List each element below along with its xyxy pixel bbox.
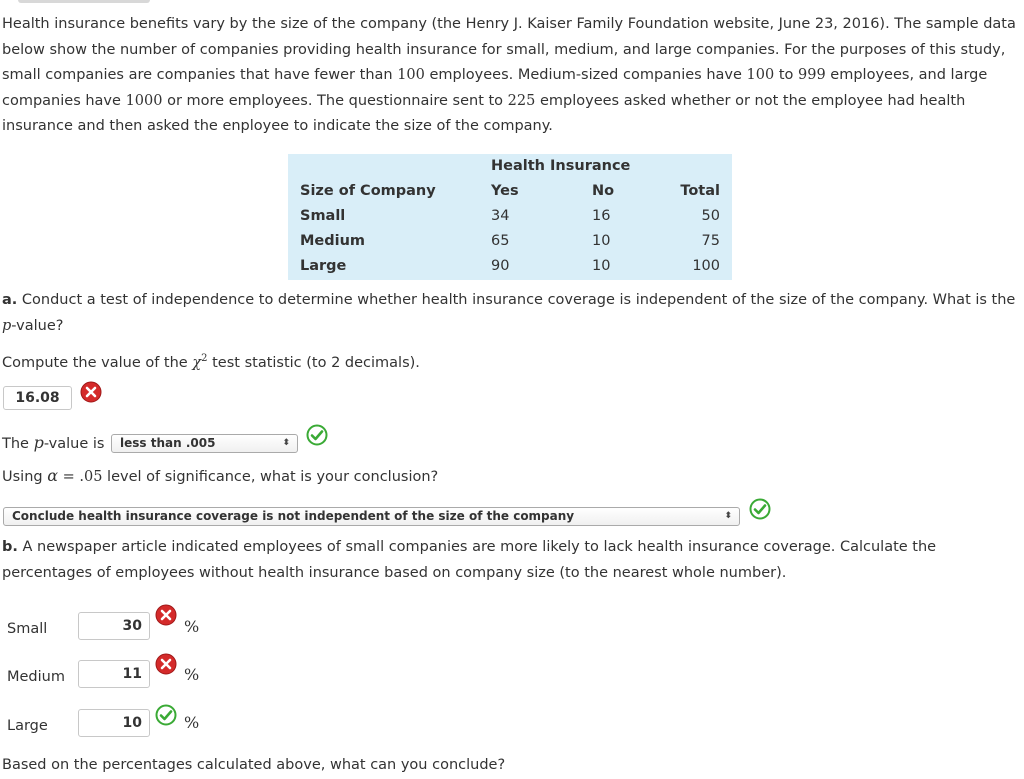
small-pct-input[interactable]: 30	[78, 612, 150, 640]
chi-square-input[interactable]: 16.08	[3, 386, 72, 410]
incorrect-icon	[155, 653, 177, 675]
col-header-yes: Yes	[491, 183, 519, 199]
medium-pct-unit: %	[184, 665, 200, 684]
cell-medium-yes: 65	[491, 233, 510, 249]
medium-pct-input[interactable]: 11	[78, 660, 150, 688]
col-header-no: No	[592, 183, 615, 199]
col-header-total: Total	[680, 183, 720, 199]
select-arrow-icon: ⬍	[282, 438, 290, 448]
group-header: Health Insurance	[491, 158, 631, 174]
correct-icon	[749, 498, 771, 520]
top-tab[interactable]	[18, 0, 150, 3]
incorrect-icon	[80, 381, 102, 403]
cell-medium-no: 10	[592, 233, 611, 249]
select-arrow-icon: ⬍	[724, 511, 732, 521]
cell-small-total: 50	[701, 208, 720, 224]
incorrect-icon	[155, 604, 177, 626]
cell-small-no: 16	[592, 208, 611, 224]
small-pct-unit: %	[184, 617, 200, 636]
small-label: Small	[7, 621, 48, 637]
pvalue-select[interactable]: less than .005 ⬍	[111, 434, 298, 453]
cell-large-no: 10	[592, 258, 611, 274]
cell-large-yes: 90	[491, 258, 510, 274]
cell-small-yes: 34	[491, 208, 510, 224]
row-label-medium: Medium	[300, 233, 366, 249]
final-question: Based on the percentages calculated above, what can you conclude?	[2, 757, 506, 773]
large-label: Large	[7, 718, 48, 734]
part-b-question: b. A newspaper article indicated employees of small companies are more likely to lack health insurance coverage. Calculate the percentages of employees without health insurance based on company size (to the nearest whole number).	[2, 539, 937, 581]
alpha-prompt: Using α = .05 level of significance, what is your conclusion?	[2, 466, 439, 485]
medium-label: Medium	[7, 669, 65, 685]
cell-medium-total: 75	[701, 233, 720, 249]
part-a-question: a. Conduct a test of independence to determine whether health insurance coverage is independent of the size of the company. What is the p-value?	[2, 292, 1016, 334]
row-label-large: Large	[300, 258, 347, 274]
top-bar	[0, 0, 1024, 4]
cell-large-total: 100	[692, 258, 720, 274]
large-pct-unit: %	[184, 713, 200, 732]
pvalue-label: The p-value is	[2, 433, 105, 452]
large-pct-input[interactable]: 10	[78, 709, 150, 737]
row-label-small: Small	[300, 208, 346, 224]
contingency-table	[288, 154, 732, 280]
col-header-company: Size of Company	[300, 183, 436, 199]
intro-paragraph: Health insurance benefits vary by the size of the company (the Henry J. Kaiser Family Foundation website, June 23, 2016). The sample data below show the number of companies providing health insurance for small, medium, and large companies. For the purposes of this study, small companies are companies that have fewer than 100 employees. Medium-sized companies have 100 to 999 employees, and large companies have 1000 or more employees. The questionnaire sent to 225 employees asked whether or not the employee had health insurance and then asked the enployee to indicate the size of the company.	[2, 16, 1016, 134]
correct-icon	[306, 424, 328, 446]
correct-icon	[155, 704, 177, 726]
compute-chi-prompt: Compute the value of the $\chi^2$ test statistic (to 2 decimals).	[2, 353, 420, 371]
conclusion-select[interactable]: Conclude health insurance coverage is not independent of the size of the company ⬍	[3, 507, 740, 526]
